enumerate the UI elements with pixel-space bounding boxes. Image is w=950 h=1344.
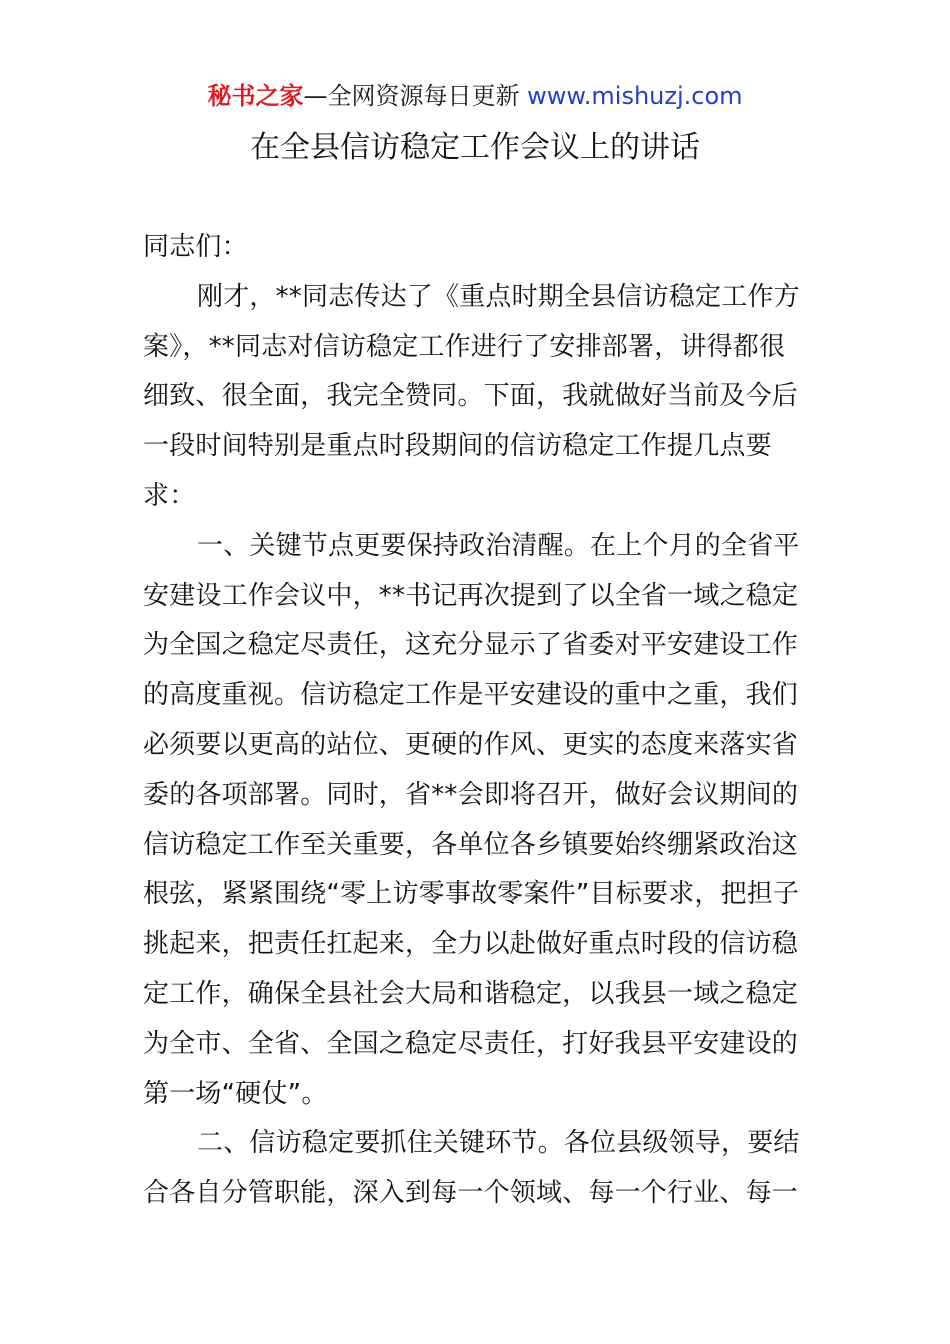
salutation: 同志们： <box>143 232 248 262</box>
site-tagline: —全网资源每日更新 <box>303 82 528 110</box>
document-body <box>143 223 809 1219</box>
paragraph-intro: 刚才，**同志传达了《重点时期全县信访稳定工作方案》，**同志对信访稳定工作进行了安排部署，讲得都很细致、很全面，我完全赞同。下面，我就做好当前及今后一段时间特别是重点时段期间的信访稳定工作提几点要求： <box>143 281 800 511</box>
site-url-link[interactable]: www.mishuzj.com <box>527 82 743 110</box>
document-title: 在全县信访稳定工作会议上的讲话 <box>250 130 700 165</box>
site-header <box>0 78 950 114</box>
brand-name: 秘书之家 <box>207 82 304 110</box>
paragraph-point-two: 二、信访稳定要抓住关键环节。各位县级领导，要结合各自分管职能，深入到每一个领域、每一个行业、每一 <box>143 1128 800 1209</box>
paragraph-point-one: 一、关键节点更要保持政治清醒。在上个月的全省平安建设工作会议中，**书记再次提到了以全省一域之稳定为全国之稳定尽责任，这充分显示了省委对平安建设工作的高度重视。信访稳定工作是平安建设的重中之重，我们必须要以更高的站位、更硬的作风、更实的态度来落实省委的各项部署。同时，省**会即将召开，做好会议期间的信访稳定工作至关重要，各单位各乡镇要始终绷紧政治这根弦，紧紧围绕“零上访零事故零案件”目标要求，把担子挑起来，把责任扛起来，全力以赴做好重点时段的信访稳定工作，确保全县社会大局和谐稳定，以我县一域之稳定为全市、全省、全国之稳定尽责任，打好我县平安建设的第一场“硬仗”。 <box>143 530 800 1109</box>
